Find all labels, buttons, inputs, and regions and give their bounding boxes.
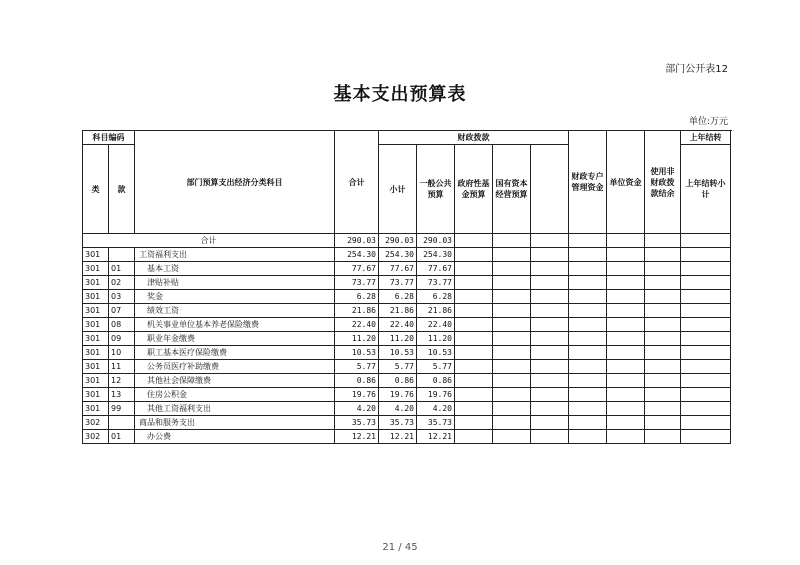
empty-cell [455,290,493,304]
empty-cell [607,416,645,430]
row-kuan: 07 [109,304,135,318]
row-subject-name: 工资福利支出 [135,248,335,262]
empty-cell [607,374,645,388]
empty-cell [531,416,569,430]
row-subtotal: 77.67 [379,262,417,276]
table-row [83,276,731,290]
row-subject-name: 公务员医疗补助缴费 [135,360,335,374]
total-header: 合计 [335,131,379,234]
row-subtotal: 0.86 [379,374,417,388]
empty-cell [455,374,493,388]
row-kuan: 13 [109,388,135,402]
row-total: 254.30 [335,248,379,262]
row-total: 22.40 [335,318,379,332]
empty-cell [645,346,681,360]
non-fiscal-balance-header: 使用非财政拨款结余 [645,131,681,234]
table-row [83,332,731,346]
row-subtotal: 22.40 [379,318,417,332]
empty-cell [531,402,569,416]
empty-cell [493,262,531,276]
empty-cell [645,360,681,374]
row-subtotal: 10.53 [379,346,417,360]
row-subject-name: 其他社会保障缴费 [135,374,335,388]
row-lei: 301 [83,276,109,290]
row-kuan: 01 [109,262,135,276]
row-lei: 301 [83,402,109,416]
empty-cell [607,248,645,262]
empty-cell [569,318,607,332]
empty-cell [645,290,681,304]
table-row [83,248,731,262]
row-lei: 301 [83,304,109,318]
empty-cell [493,276,531,290]
row-lei: 302 [83,416,109,430]
total-row-general: 290.03 [417,234,455,248]
row-subject-name: 津贴补贴 [135,276,335,290]
row-total: 0.86 [335,374,379,388]
row-general: 21.86 [417,304,455,318]
empty-cell [607,318,645,332]
table-row [83,416,731,430]
page-number: 21 / 45 [382,542,418,553]
lei-header: 类 [83,145,109,234]
empty-cell [493,318,531,332]
empty-cell [645,332,681,346]
row-subject-name: 职业年金缴费 [135,332,335,346]
empty-cell [681,416,731,430]
row-total: 5.77 [335,360,379,374]
row-subject-name: 办公费 [135,430,335,444]
row-subtotal: 21.86 [379,304,417,318]
empty-cell [493,332,531,346]
empty-cell [493,290,531,304]
empty-cell [493,248,531,262]
row-total: 77.67 [335,262,379,276]
row-general: 73.77 [417,276,455,290]
empty-cell [455,360,493,374]
row-total: 35.73 [335,416,379,430]
empty-cell [607,276,645,290]
page-label: 部门公开表12 [665,64,728,75]
row-general: 11.20 [417,332,455,346]
econ-subject-header: 部门预算支出经济分类科目 [135,131,335,234]
unit-fund-header: 单位资金 [607,131,645,234]
gov-fund-header: 政府性基金预算 [455,145,493,234]
row-subject-name: 其他工资福利支出 [135,402,335,416]
row-kuan: 99 [109,402,135,416]
empty-cell [607,388,645,402]
empty-cell [569,416,607,430]
row-subtotal: 4.20 [379,402,417,416]
row-total: 21.86 [335,304,379,318]
empty-cell [493,388,531,402]
empty-cell [607,346,645,360]
prev-carry-subtotal-header: 上年结转小计 [681,145,731,234]
empty-cell [681,388,731,402]
blank-fiscal-header [531,145,569,234]
row-total: 12.21 [335,430,379,444]
empty-cell [569,360,607,374]
empty-cell [681,430,731,444]
empty-cell [681,304,731,318]
row-total: 11.20 [335,332,379,346]
empty-cell [531,430,569,444]
empty-cell [569,402,607,416]
empty-cell [569,388,607,402]
empty-cell [681,248,731,262]
row-subtotal: 73.77 [379,276,417,290]
empty-cell [569,248,607,262]
row-lei: 301 [83,318,109,332]
table-row [83,388,731,402]
empty-cell [681,318,731,332]
total-row [83,234,731,248]
row-lei: 301 [83,374,109,388]
empty-cell [493,360,531,374]
row-kuan: 10 [109,346,135,360]
empty-cell [681,402,731,416]
row-general: 254.30 [417,248,455,262]
table-row [83,360,731,374]
empty-cell [645,374,681,388]
table-row [83,304,731,318]
row-general: 12.21 [417,430,455,444]
row-total: 73.77 [335,276,379,290]
fiscal-special-header: 财政专户管理资金 [569,131,607,234]
empty-cell [531,262,569,276]
row-subject-name: 奖金 [135,290,335,304]
table-row [83,262,731,276]
row-lei: 301 [83,290,109,304]
empty-cell [681,332,731,346]
row-lei: 302 [83,430,109,444]
kuan-header: 款 [109,145,135,234]
empty-cell [569,430,607,444]
empty-cell [455,332,493,346]
empty-cell [607,290,645,304]
row-kuan: 09 [109,332,135,346]
row-subtotal: 12.21 [379,430,417,444]
row-general: 4.20 [417,402,455,416]
page-title: 基本支出预算表 [333,84,467,105]
empty-cell [569,262,607,276]
empty-cell [645,304,681,318]
empty-cell [569,290,607,304]
empty-cell [455,262,493,276]
empty-cell [681,374,731,388]
row-subject-name: 商品和服务支出 [135,416,335,430]
empty-cell [569,304,607,318]
row-lei: 301 [83,360,109,374]
empty-cell [607,402,645,416]
row-subject-name: 绩效工资 [135,304,335,318]
empty-cell [645,318,681,332]
table-row [83,374,731,388]
empty-cell [569,276,607,290]
empty-cell [681,262,731,276]
row-subtotal: 6.28 [379,290,417,304]
row-general: 6.28 [417,290,455,304]
row-total: 4.20 [335,402,379,416]
empty-cell [531,346,569,360]
row-kuan: 11 [109,360,135,374]
table-row [83,402,731,416]
empty-cell [681,290,731,304]
row-general: 77.67 [417,262,455,276]
empty-cell [645,276,681,290]
row-total: 10.53 [335,346,379,360]
empty-cell [645,416,681,430]
empty-cell [607,430,645,444]
row-subtotal: 5.77 [379,360,417,374]
empty-cell [493,374,531,388]
empty-cell [569,346,607,360]
empty-cell [493,402,531,416]
row-general: 0.86 [417,374,455,388]
empty-cell [493,304,531,318]
row-kuan: 01 [109,430,135,444]
row-subtotal: 254.30 [379,248,417,262]
row-kuan: 03 [109,290,135,304]
empty-cell [607,332,645,346]
state-capital-header: 国有资本经营预算 [493,145,531,234]
row-subtotal: 19.76 [379,388,417,402]
row-general: 10.53 [417,346,455,360]
row-general: 22.40 [417,318,455,332]
empty-cell [607,304,645,318]
empty-cell [455,276,493,290]
empty-cell [569,332,607,346]
empty-cell [455,304,493,318]
row-lei: 301 [83,332,109,346]
row-subtotal: 35.73 [379,416,417,430]
row-kuan [109,416,135,430]
row-total: 6.28 [335,290,379,304]
empty-cell [645,402,681,416]
row-lei: 301 [83,346,109,360]
empty-cell [455,388,493,402]
table-row [83,430,731,444]
total-row-label: 合计 [83,234,335,248]
row-kuan: 02 [109,276,135,290]
empty-cell [531,374,569,388]
empty-cell [493,430,531,444]
empty-cell [455,248,493,262]
table-row [83,318,731,332]
row-lei: 301 [83,248,109,262]
empty-cell [531,332,569,346]
empty-cell [455,402,493,416]
empty-cell [645,262,681,276]
header-row-1 [83,131,731,145]
empty-cell [645,248,681,262]
empty-cell [569,374,607,388]
empty-cell [455,346,493,360]
empty-cell [531,304,569,318]
row-kuan: 08 [109,318,135,332]
row-subject-name: 职工基本医疗保险缴费 [135,346,335,360]
empty-cell [645,430,681,444]
empty-cell [531,276,569,290]
subtotal-header: 小计 [379,145,417,234]
row-subject-name: 住房公积金 [135,388,335,402]
empty-cell [645,388,681,402]
row-general: 5.77 [417,360,455,374]
subject-code-header: 科目编码 [83,131,135,145]
empty-cell [531,248,569,262]
empty-cell [493,416,531,430]
row-subtotal: 11.20 [379,332,417,346]
row-subject-name: 基本工资 [135,262,335,276]
row-subject-name: 机关事业单位基本养老保险缴费 [135,318,335,332]
budget-table [82,130,731,444]
general-budget-header: 一般公共预算 [417,145,455,234]
empty-cell [607,262,645,276]
row-general: 19.76 [417,388,455,402]
empty-cell [493,346,531,360]
empty-cell [681,346,731,360]
table-row [83,346,731,360]
empty-cell [681,276,731,290]
empty-cell [607,360,645,374]
empty-cell [531,388,569,402]
empty-cell [455,430,493,444]
total-row-subtotal: 290.03 [379,234,417,248]
empty-cell [681,360,731,374]
empty-cell [531,290,569,304]
empty-cell [531,318,569,332]
row-total: 19.76 [335,388,379,402]
table-row [83,290,731,304]
empty-cell [455,416,493,430]
fiscal-header: 财政拨款 [379,131,569,145]
unit-label: 单位:万元 [688,117,728,127]
total-row-total: 290.03 [335,234,379,248]
empty-cell [531,360,569,374]
row-lei: 301 [83,388,109,402]
row-lei: 301 [83,262,109,276]
empty-cell [455,318,493,332]
row-kuan [109,248,135,262]
row-kuan: 12 [109,374,135,388]
row-general: 35.73 [417,416,455,430]
prev-year-carry-header: 上年结转 [681,131,731,145]
